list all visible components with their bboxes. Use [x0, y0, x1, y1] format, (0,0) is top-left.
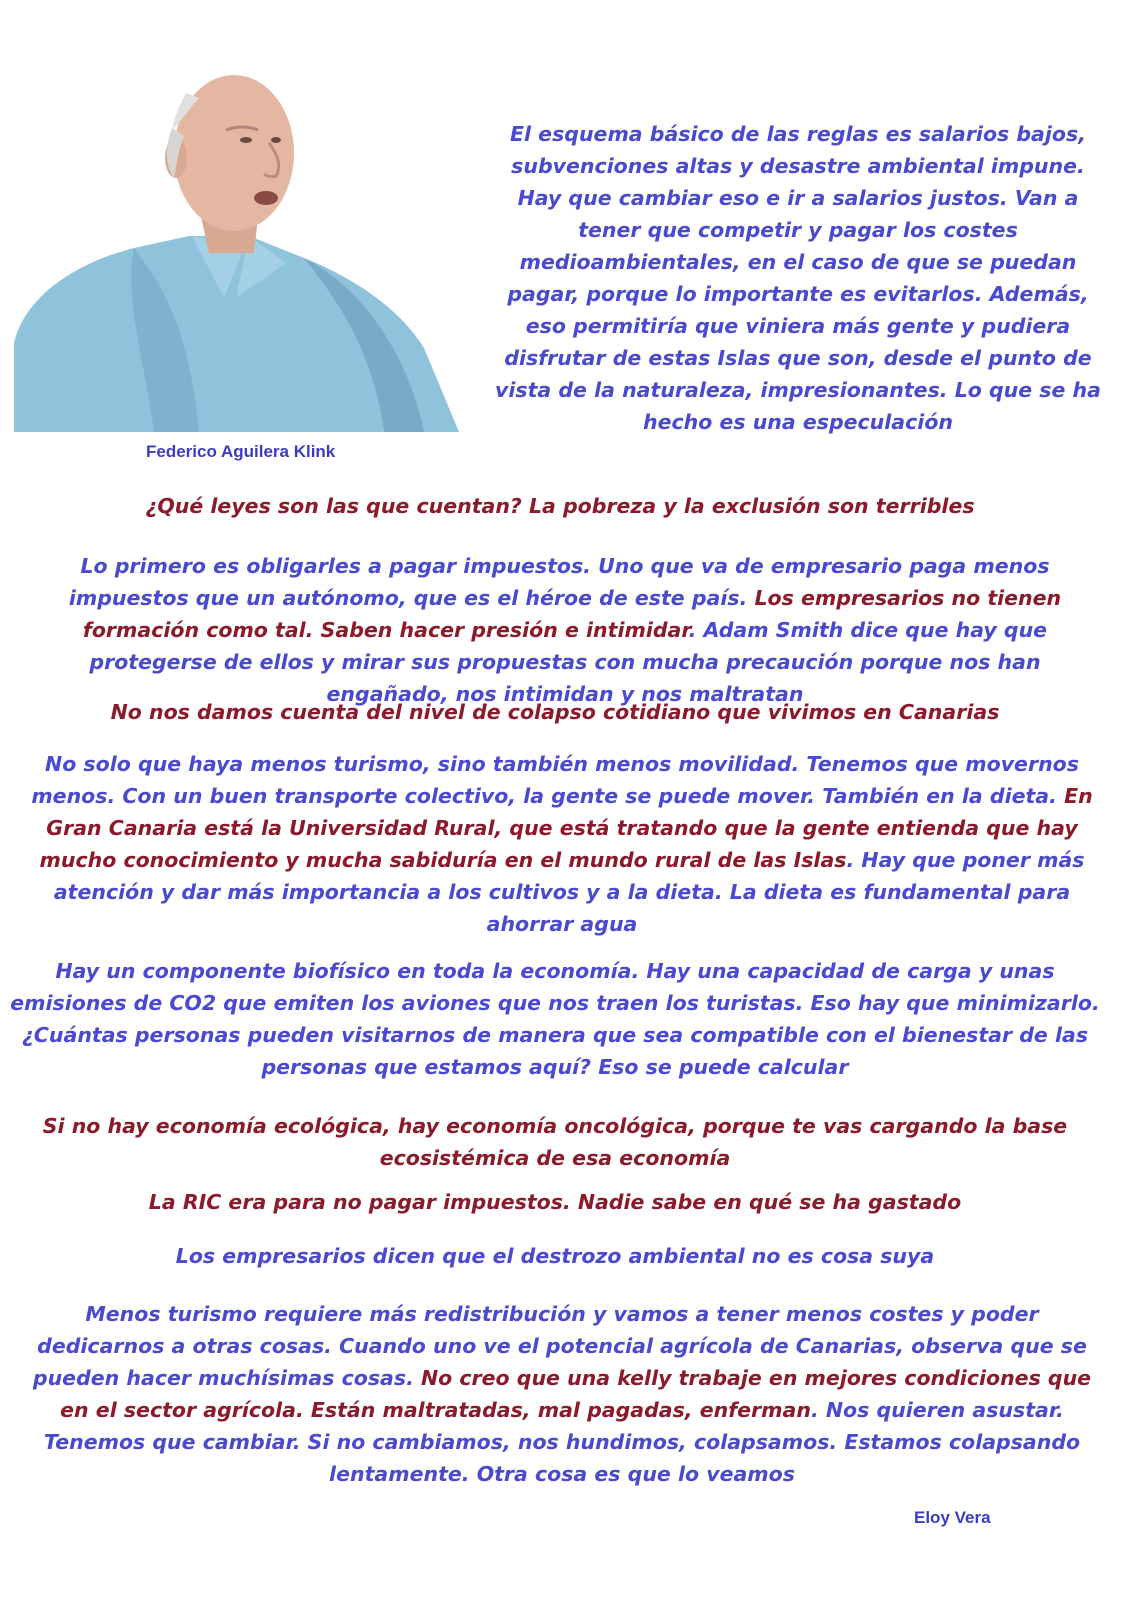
paragraph-2-highlight: En Gran Canaria está la Universidad Rural, que está tratando que la gente entienda que hay mucho conocimiento y mucha sabiduría en el mundo rural de las Islas [39, 784, 1093, 872]
paragraph-2-part-a: No solo que haya menos turismo, sino también menos movilidad. Tenemos que movernos menos. Con un buen transporte colectivo, la gente se puede mover. También en la dieta. [31, 752, 1079, 808]
photo-caption: Federico Aguilera Klink [146, 442, 336, 461]
heading-3: Si no hay economía ecológica, hay economía oncológica, porque te vas cargando la base ecosistémica de esa economía [42, 1114, 1068, 1170]
heading-2: No nos damos cuenta del nivel de colapso cotidiano que vivimos en Canarias [110, 700, 1000, 724]
paragraph-4-part-c: . Nos quieren asustar. Tenemos que cambiar. Si no cambiamos, nos hundimos, colapsamos. Estamos colapsando lentamente. Otra cosa es que lo veamos [43, 1398, 1081, 1486]
portrait-illustration [14, 58, 472, 432]
paragraph-4 [22, 1298, 1102, 1490]
paragraph-3: Hay un componente biofísico en toda la economía. Hay una capacidad de carga y unas emisiones de CO2 que emiten los aviones que nos traen los turistas. Eso hay que minimizarlo. ¿Cuántas personas pueden visitarnos de manera que sea compatible con el bienestar de las personas que estamos aquí? Eso se puede calcular [10, 959, 1100, 1079]
paragraph-4-part-a: Menos turismo requiere más redistribución y vamos a tener menos costes y poder dedicarnos a otras cosas. Cuando uno ve el potencial agrícola de Canarias, observa que se pueden hacer muchísimas cosas. [32, 1302, 1087, 1390]
author-name: Eloy Vera [914, 1508, 991, 1527]
heading-4: La RIC era para no pagar impuestos. Nadie sabe en qué se ha gastado [148, 1190, 962, 1214]
paragraph-2-part-c: . Hay que poner más atención y dar más importancia a los cultivos y a la dieta. La dieta es fundamental para ahorrar agua [53, 848, 1085, 936]
paragraph-1-part-a: Lo primero es obligarles a pagar impuestos. Uno que va de empresario paga menos impuestos que un autónomo, que es el héroe de este país. [68, 554, 1050, 610]
portrait-photo [14, 58, 472, 432]
heading-1: ¿Qué leyes son las que cuentan? La pobreza y la exclusión son terribles [145, 494, 975, 518]
paragraph-4-highlight: No creo que una kelly trabaje en mejores condiciones que en el sector agrícola. Están maltratadas, mal pagadas, enferman [60, 1366, 1092, 1422]
paragraph-1-highlight: Los empresarios no tienen formación como tal. Saben hacer presión e intimidar [82, 586, 1062, 642]
line-5: Los empresarios dicen que el destrozo ambiental no es cosa suya [175, 1244, 935, 1268]
paragraph-1 [40, 550, 1090, 710]
paragraph-1-part-c: . Adam Smith dice que hay que protegerse de ellos y mirar sus propuestas con mucha precaución porque nos han engañado, nos intimidan y nos maltratan [89, 618, 1048, 706]
paragraph-2 [22, 748, 1102, 940]
quote-top: El esquema básico de las reglas es salarios bajos, subvenciones altas y desastre ambiental impune. Hay que cambiar eso e ir a salarios justos. Van a tener que competir y pagar los costes medioambientales, en el caso de que se puedan pagar, porque lo importante es evitarlos. Además, eso permitiría que viniera más gente y pudiera disfrutar de estas Islas que son, desde el punto de vista de la naturaleza, impresionantes. Lo que se ha hecho es una especulación [495, 122, 1101, 434]
